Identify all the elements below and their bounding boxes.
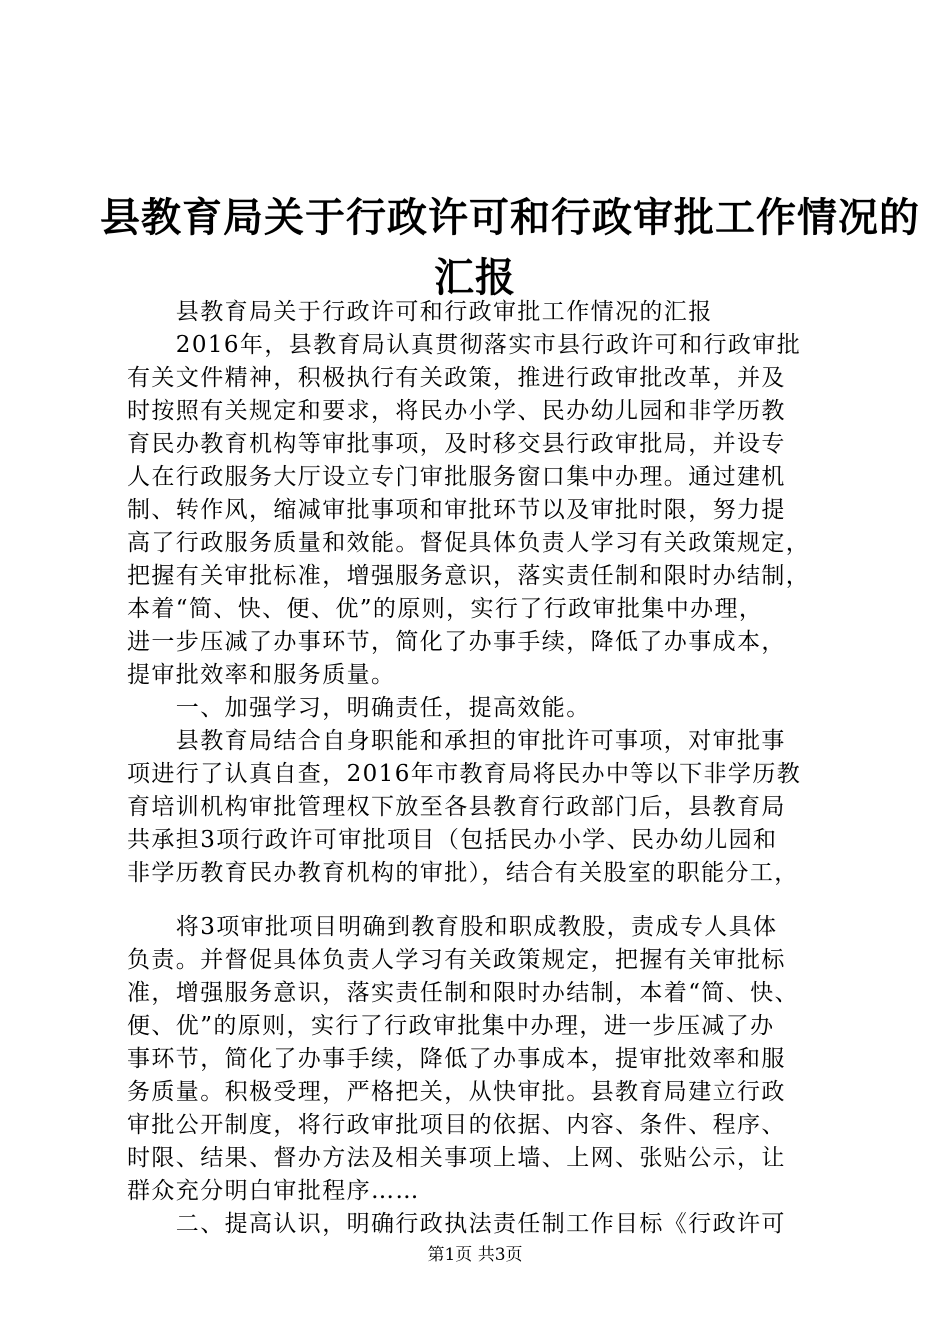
body-line: 事环节，简化了办事手续，降低了办事成本，提审批效率和服	[127, 1046, 786, 1072]
body-line: 时限、结果、督办方法及相关事项上墙、上网、张贴公示，让	[127, 1145, 786, 1171]
body-line: 进一步压减了办事环节，简化了办事手续，降低了办事成本，	[127, 629, 786, 655]
body-line: 项进行了认真自查，2016年市教育局将民办中等以下非学历教	[127, 761, 802, 787]
body-line: 非学历教育民办教育机构的审批），结合有关股室的职能分工，	[127, 860, 799, 886]
body-line: 本着“简、快、便、优”的原则，实行了行政审批集中办理，	[127, 596, 764, 622]
page-number-footer: 第1页 共3页	[427, 1245, 523, 1265]
body-line: 育民办教育机构等审批事项，及时移交县行政审批局，并设专	[127, 431, 786, 457]
body-line: 制、转作风，缩减审批事项和审批环节以及审批时限，努力提	[127, 497, 786, 523]
body-line: 时按照有关规定和要求，将民办小学、民办幼儿园和非学历教	[127, 398, 786, 424]
body-line: 务质量。积极受理，严格把关，从快审批。县教育局建立行政	[127, 1079, 786, 1105]
body-line: 有关文件精神，积极执行有关政策，推进行政审批改革，并及	[127, 365, 786, 391]
body-line: 群众充分明白审批程序……	[127, 1178, 420, 1204]
body-line: 便、优”的原则，实行了行政审批集中办理，进一步压减了办	[127, 1013, 775, 1039]
body-line: 2016年，县教育局认真贯彻落实市县行政许可和行政审批	[127, 332, 802, 358]
body-line: 高了行政服务质量和效能。督促具体负责人学习有关政策规定，	[127, 530, 811, 556]
body-line: 提审批效率和服务质量。	[127, 662, 396, 688]
document-title-line-1: 县教育局关于行政许可和行政审批工作情况的	[100, 194, 920, 241]
body-line: 审批公开制度，将行政审批项目的依据、内容、条件、程序、	[127, 1112, 786, 1138]
body-line: 准，增强服务意识，落实责任制和限时办结制，本着“简、快、	[127, 980, 799, 1006]
body-line: 育培训机构审批管理权下放至各县教育行政部门后，县教育局	[127, 794, 786, 820]
body-line: 县教育局关于行政许可和行政审批工作情况的汇报	[127, 299, 713, 325]
document-title-line-2: 汇报	[434, 254, 516, 301]
body-line: 把握有关审批标准，增强服务意识，落实责任制和限时办结制，	[127, 563, 811, 589]
section-heading: 二、提高认识，明确行政执法责任制工作目标《行政许可	[127, 1211, 786, 1237]
body-line: 负责。并督促具体负责人学习有关政策规定，把握有关审批标	[127, 947, 786, 973]
body-line: 人在行政服务大厅设立专门审批服务窗口集中办理。通过建机	[127, 464, 786, 490]
body-line: 共承担3项行政许可审批项目（包括民办小学、民办幼儿园和	[127, 827, 778, 853]
section-heading: 一、加强学习，明确责任，提高效能。	[127, 695, 591, 721]
body-line: 将3项审批项目明确到教育股和职成教股，责成专人具体	[127, 914, 778, 940]
body-line: 县教育局结合自身职能和承担的审批许可事项，对审批事	[127, 728, 786, 754]
